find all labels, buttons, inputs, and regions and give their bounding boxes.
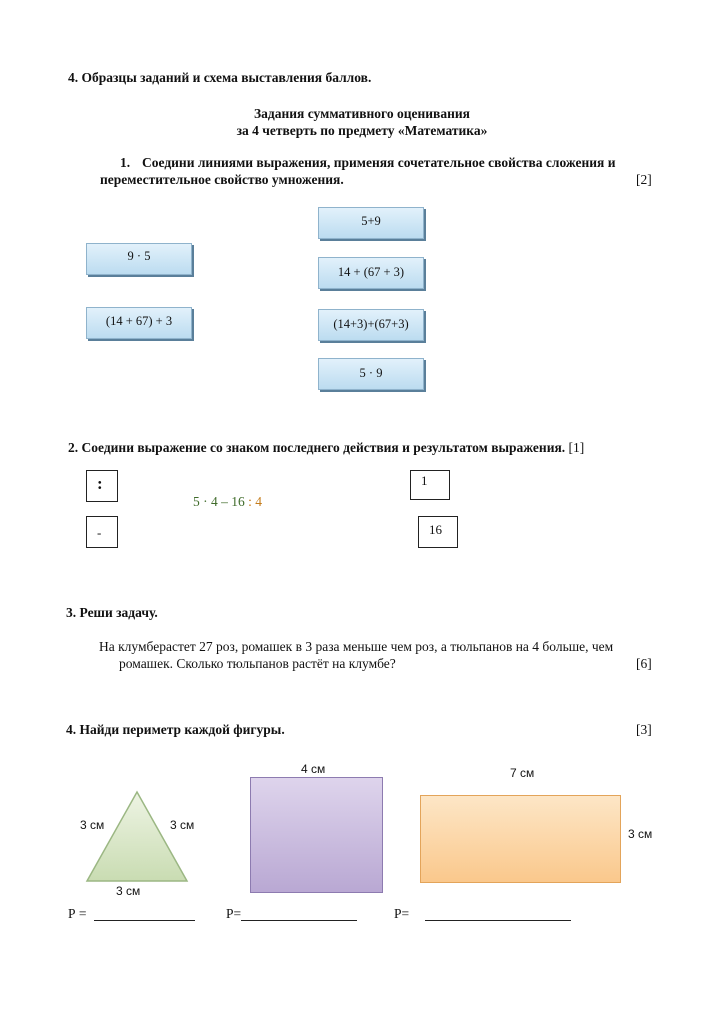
left-box-9x5[interactable]: 9 · 5: [86, 243, 192, 275]
p2-answer-line[interactable]: [241, 920, 357, 921]
rect-top-label: 7 см: [510, 766, 535, 780]
task-1-text-line-1: Соедини линиями выражения, применяя сочетательное свойства сложения и: [142, 155, 616, 170]
square-shape: [250, 777, 383, 893]
title-line-2: за 4 четверть по предмету «Математика»: [236, 123, 488, 138]
triangle-left-label: 3 см: [80, 818, 105, 832]
rect-shape: [420, 795, 621, 883]
right-box-sum-2[interactable]: 14 + (67 + 3): [318, 257, 424, 289]
right-box-sum-3[interactable]: (14+3)+(67+3): [318, 309, 424, 341]
task-1-text-line-2: переместительное свойство умножения.: [100, 172, 344, 187]
task-2-expression: [193, 494, 262, 510]
task-3-text-line-2: ромашек. Сколько тюльпанов растёт на клумбе?: [119, 656, 396, 671]
task-4-score: [3]: [636, 722, 652, 737]
left-box-sum-1[interactable]: (14 + 67) + 3: [86, 307, 192, 339]
title-line-1: Задания суммативного оценивания: [254, 106, 470, 121]
task-2-line: [68, 440, 584, 456]
task-4-heading: 4. Найди периметр каждой фигуры.: [66, 722, 285, 737]
triangle-right-label: 3 см: [170, 818, 195, 832]
triangle-bottom-label: 3 см: [116, 884, 141, 898]
square-top-label: 4 см: [301, 762, 326, 776]
sign-colon-box[interactable]: :: [86, 470, 118, 502]
task-2-score: [1]: [568, 440, 585, 455]
expression-main: 5 · 4 – 16: [193, 494, 245, 509]
result-box-16[interactable]: 16: [418, 516, 458, 548]
task-3-score: [6]: [636, 656, 652, 671]
result-box-1[interactable]: 1: [410, 470, 450, 500]
p2-label: Р=: [226, 906, 242, 921]
rect-right-label: 3 см: [628, 827, 653, 841]
task-1-score: [2]: [636, 172, 652, 187]
right-box-5plus9[interactable]: 5+9: [318, 207, 424, 239]
p1-label: Р =: [68, 906, 87, 921]
task-2-text: 2. Соедини выражение со знаком последнего действия и результатом выражения.: [68, 440, 566, 455]
expression-tail: : 4: [244, 494, 263, 509]
triangle-shape: [84, 790, 190, 884]
task-1-number: 1.: [120, 155, 131, 170]
p3-answer-line[interactable]: [425, 920, 571, 921]
sign-minus-box[interactable]: -: [86, 516, 118, 548]
p3-label: Р=: [394, 906, 410, 921]
task-3-heading: 3. Реши задачу.: [66, 605, 158, 620]
section-heading: 4. Образцы заданий и схема выставления баллов.: [68, 70, 372, 85]
right-box-5x9[interactable]: 5 · 9: [318, 358, 424, 390]
task-3-text-line-1: На клумберастет 27 роз, ромашек в 3 раза меньше чем роз, а тюльпанов на 4 больше, чем: [99, 639, 614, 654]
p1-answer-line[interactable]: [94, 920, 195, 921]
